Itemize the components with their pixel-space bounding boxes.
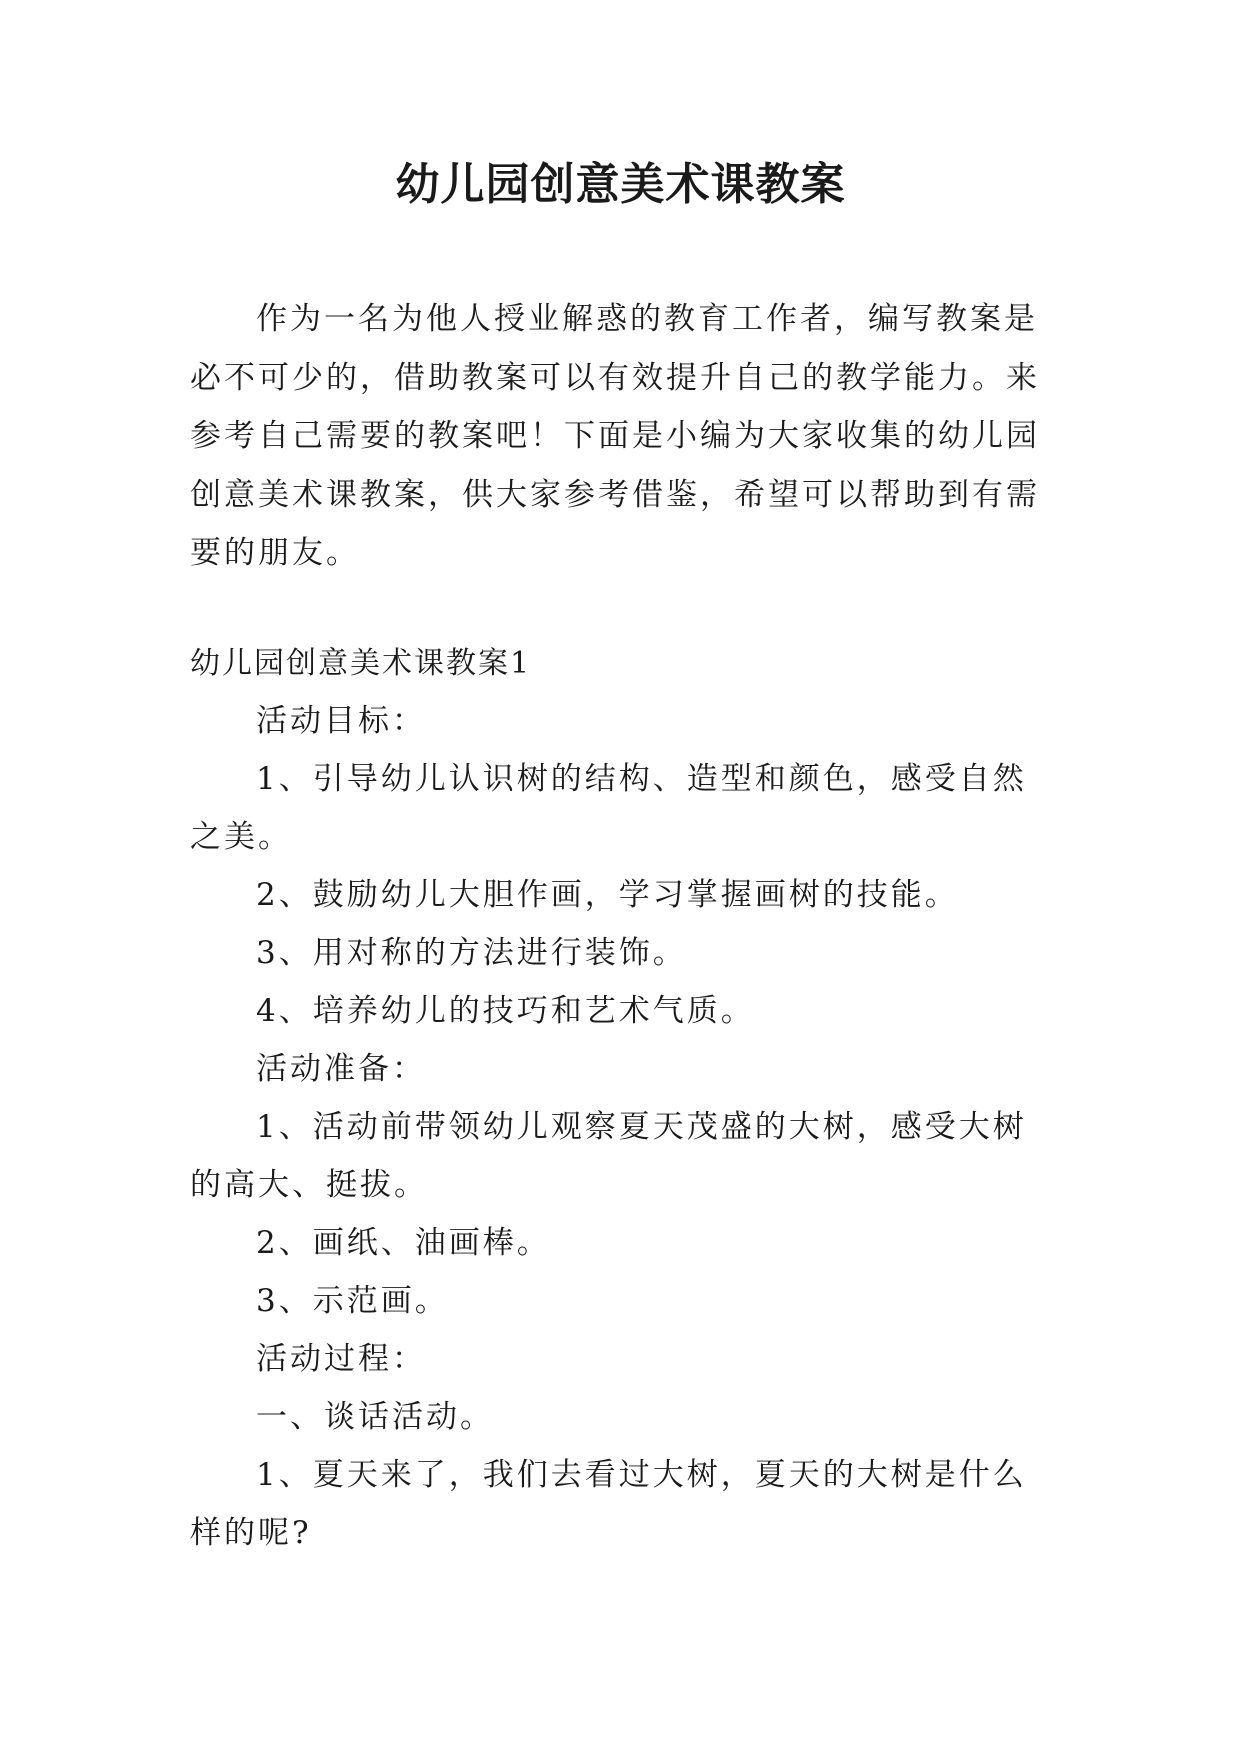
paragraph-preparation-2: 2、画纸、油画棒。 (256, 1225, 551, 1261)
intro-paragraph: 作为一名为他人授业解惑的教育工作者，编写教案是必不可少的，借助教案可以有效提升自己的教学能力。来参考自己需要的教案吧！下面是小编为大家收集的幼儿园创意美术课教案，供大家参考借鉴，希望可以帮助到有需要的朋友。 (190, 301, 1040, 571)
section-title: 幼儿园创意美术课教案1 (190, 646, 532, 681)
lesson-content (190, 692, 1050, 1562)
paragraph-process-step-1: 一、谈话活动。 (256, 1399, 494, 1435)
paragraph-objectives-heading: 活动目标： (256, 703, 426, 739)
paragraph-process-question-1: 1、夏天来了，我们去看过大树，夏天的大树是什么样的呢? (190, 1457, 1027, 1551)
paragraph-objective-1: 1、引导幼儿认识树的结构、造型和颜色，感受自然之美。 (190, 761, 1027, 855)
paragraph-objective-4: 4、培养幼儿的技巧和艺术气质。 (256, 993, 755, 1029)
paragraph-preparation-1: 1、活动前带领幼儿观察夏天茂盛的大树，感受大树的高大、挺拔。 (190, 1109, 1027, 1203)
paragraph-process-heading: 活动过程： (256, 1341, 426, 1377)
paragraph-objective-2: 2、鼓励幼儿大胆作画，学习掌握画树的技能。 (256, 877, 959, 913)
document-title: 幼儿园创意美术课教案 (395, 159, 846, 210)
paragraph-preparation-3: 3、示范画。 (256, 1283, 449, 1319)
paragraph-preparation-heading: 活动准备： (256, 1051, 426, 1087)
paragraph-objective-3: 3、用对称的方法进行装饰。 (256, 935, 687, 971)
